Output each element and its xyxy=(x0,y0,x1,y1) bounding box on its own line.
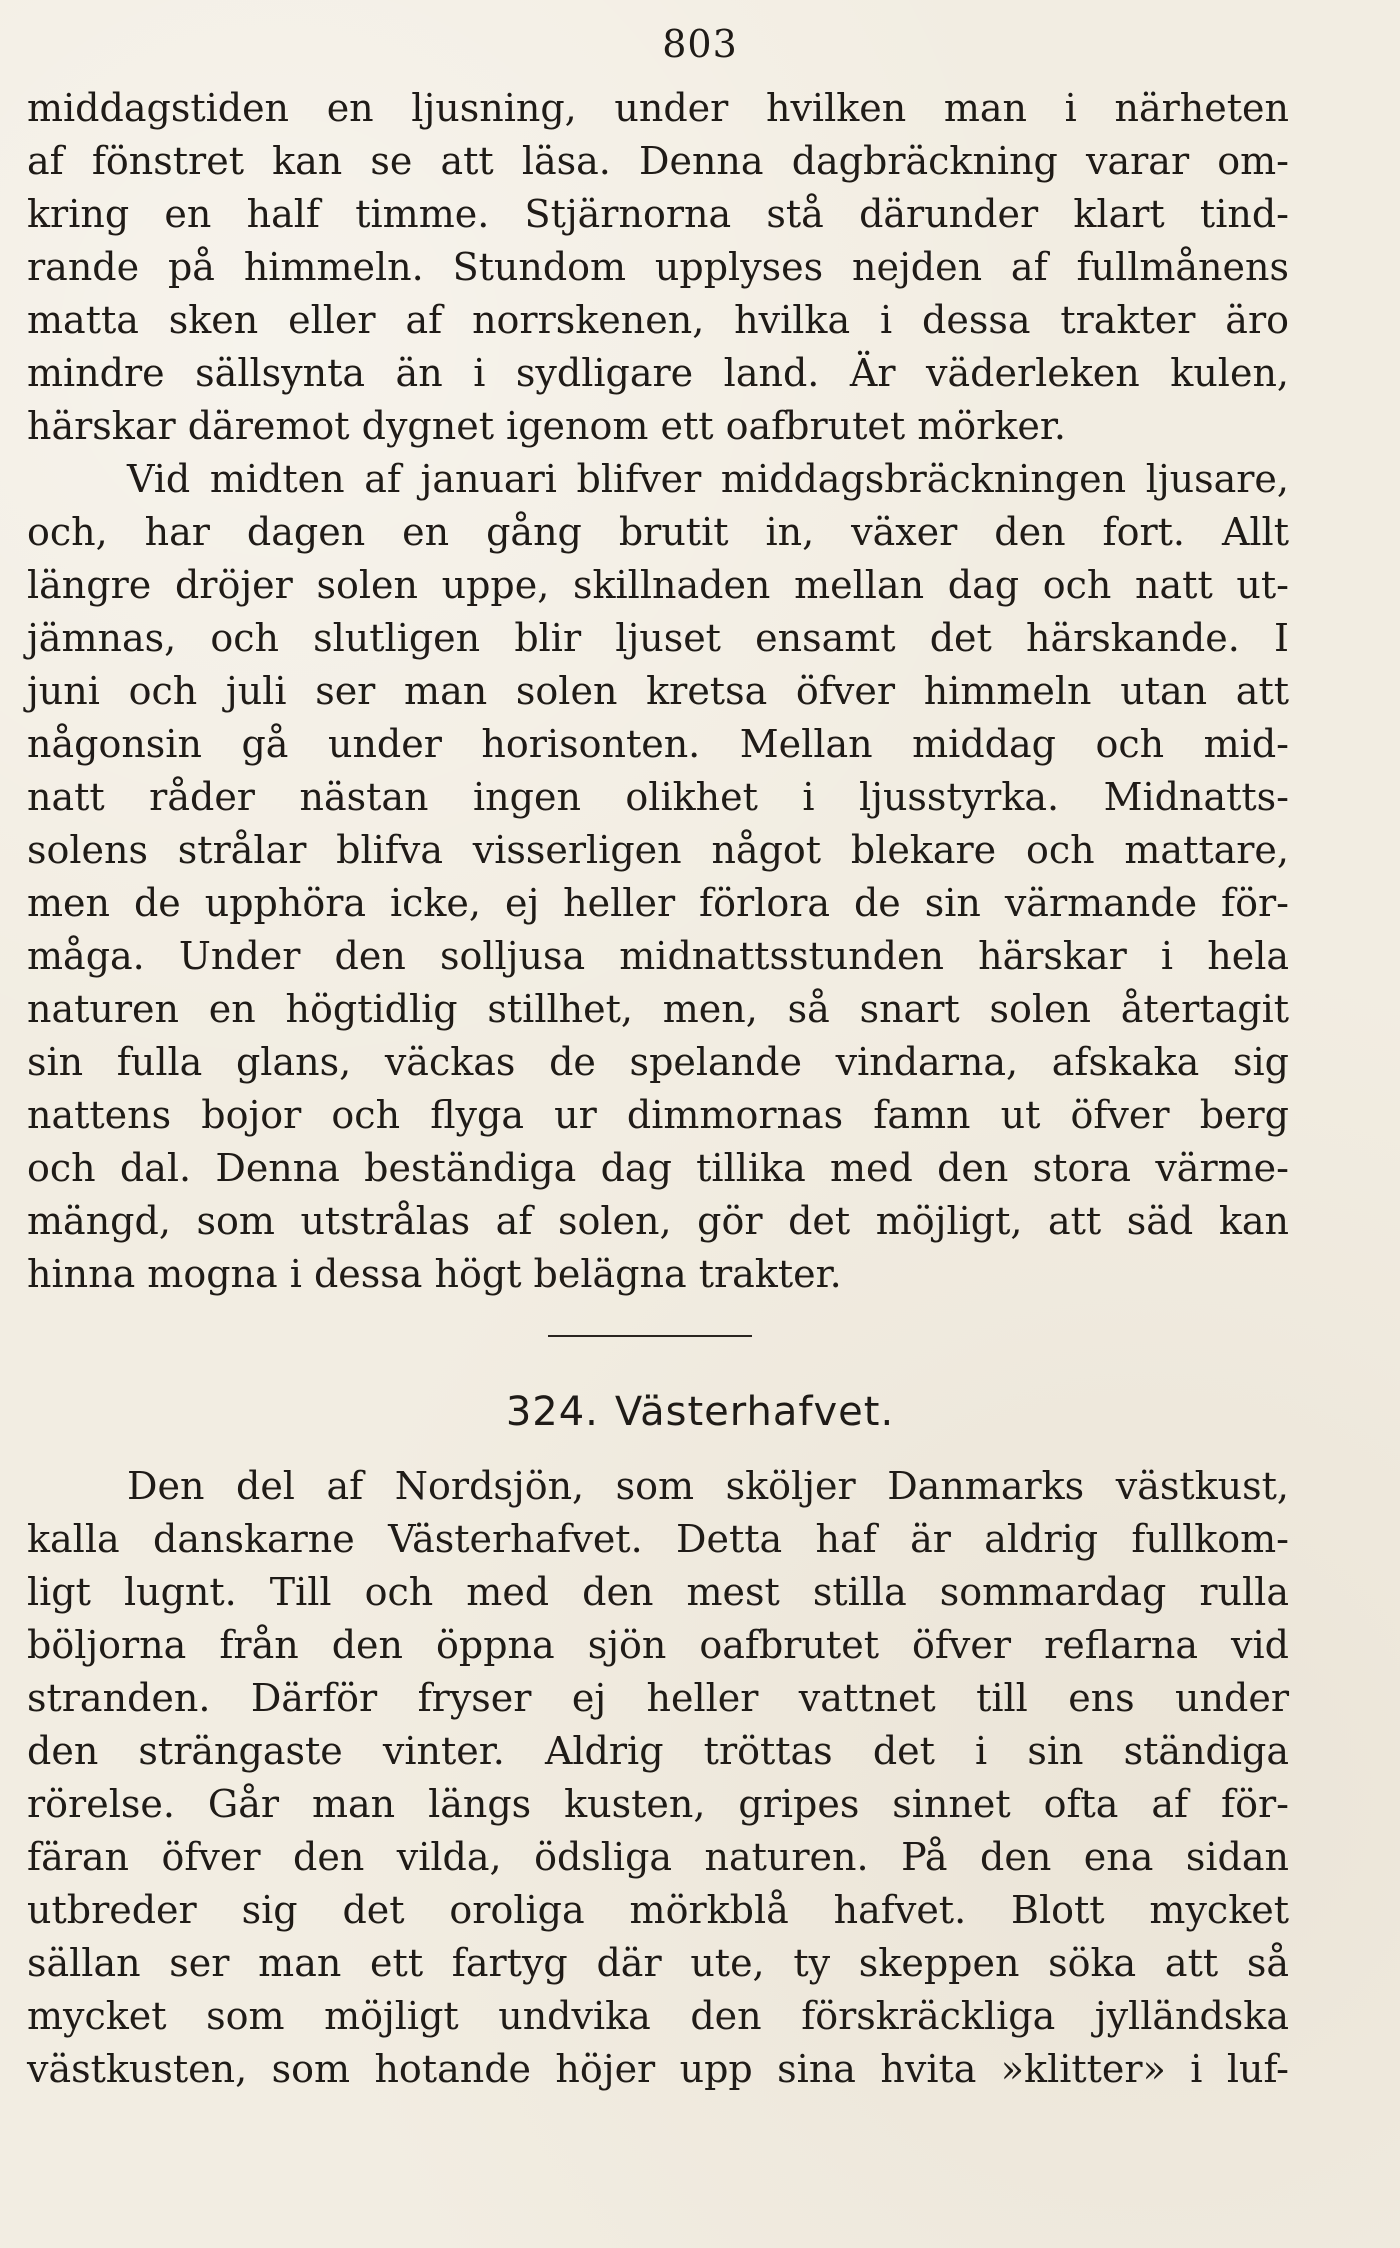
text-line: färan öfver den vilda, ödsliga naturen. På den ena sidan xyxy=(27,1835,1289,1879)
text-line: härskar däremot dygnet igenom ett oafbrutet mörker. xyxy=(27,404,1066,448)
text-line: Den del af Nordsjön, som sköljer Danmarks västkust, xyxy=(127,1464,1289,1508)
section-number: 324. xyxy=(505,1389,599,1435)
text-line: måga. Under den solljusa midnattsstunden härskar i hela xyxy=(27,934,1289,978)
text-line: böljorna från den öppna sjön oafbrutet öfver reflarna vid xyxy=(27,1623,1289,1667)
text-line: kalla danskarne Västerhafvet. Detta haf är aldrig fullkom- xyxy=(27,1517,1289,1561)
text-line: af fönstret kan se att läsa. Denna dagbräckning varar om- xyxy=(27,139,1289,183)
text-line: hinna mogna i dessa högt belägna trakter. xyxy=(27,1252,842,1296)
text-line: och dal. Denna beständiga dag tillika med den stora värme- xyxy=(27,1146,1289,1190)
text-line: middagstiden en ljusning, under hvilken man i närheten xyxy=(27,86,1289,130)
page-number: 803 xyxy=(662,22,738,66)
text-line: solens strålar blifva visserligen något blekare och mattare, xyxy=(27,828,1289,872)
text-line: jämnas, och slutligen blir ljuset ensamt det härskande. I xyxy=(27,616,1289,660)
text-line: stranden. Därför fryser ej heller vattnet till ens under xyxy=(27,1676,1289,1720)
section-separator-rule xyxy=(548,1335,752,1337)
upper-text-block xyxy=(27,82,1289,1301)
text-line: och, har dagen en gång brutit in, växer den fort. Allt xyxy=(27,510,1289,554)
text-line: den strängaste vinter. Aldrig tröttas det i sin ständiga xyxy=(27,1729,1289,1773)
text-line: mängd, som utstrålas af solen, gör det möjligt, att säd kan xyxy=(27,1199,1289,1243)
text-line: mycket som möjligt undvika den förskräckliga jylländska xyxy=(27,1994,1289,2038)
text-line: sällan ser man ett fartyg där ute, ty skeppen söka att så xyxy=(27,1941,1289,1985)
text-line: utbreder sig det oroliga mörkblå hafvet. Blott mycket xyxy=(27,1888,1289,1932)
text-line: mindre sällsynta än i sydligare land. Är väderleken kulen, xyxy=(27,351,1289,395)
text-line: natt råder nästan ingen olikhet i ljusstyrka. Midnatts- xyxy=(27,775,1289,819)
text-line: västkusten, som hotande höjer upp sina hvita »klitter» i luf- xyxy=(27,2047,1289,2091)
text-line: rande på himmeln. Stundom upplyses nejden af fullmånens xyxy=(27,245,1289,289)
text-line: rörelse. Går man längs kusten, gripes sinnet ofta af för- xyxy=(27,1782,1289,1826)
text-line: juni och juli ser man solen kretsa öfver himmeln utan att xyxy=(27,669,1289,713)
section-heading xyxy=(0,1384,1400,1440)
text-line: matta sken eller af norrskenen, hvilka i dessa trakter äro xyxy=(27,298,1289,342)
lower-text-block xyxy=(27,1460,1289,2096)
text-line: Vid midten af januari blifver middagsbräckningen ljusare, xyxy=(127,457,1289,501)
text-line: någonsin gå under horisonten. Mellan middag och mid- xyxy=(27,722,1289,766)
text-line: nattens bojor och flyga ur dimmornas famn ut öfver berg xyxy=(27,1093,1289,1137)
section-title: Västerhafvet. xyxy=(614,1389,895,1435)
text-line: sin fulla glans, väckas de spelande vindarna, afskaka sig xyxy=(27,1040,1289,1084)
text-line: kring en half timme. Stjärnorna stå därunder klart tind- xyxy=(27,192,1289,236)
text-line: naturen en högtidlig stillhet, men, så snart solen återtagit xyxy=(27,987,1289,1031)
text-line: längre dröjer solen uppe, skillnaden mellan dag och natt ut- xyxy=(27,563,1289,607)
text-line: ligt lugnt. Till och med den mest stilla sommardag rulla xyxy=(27,1570,1289,1614)
text-line: men de upphöra icke, ej heller förlora de sin värmande för- xyxy=(27,881,1289,925)
